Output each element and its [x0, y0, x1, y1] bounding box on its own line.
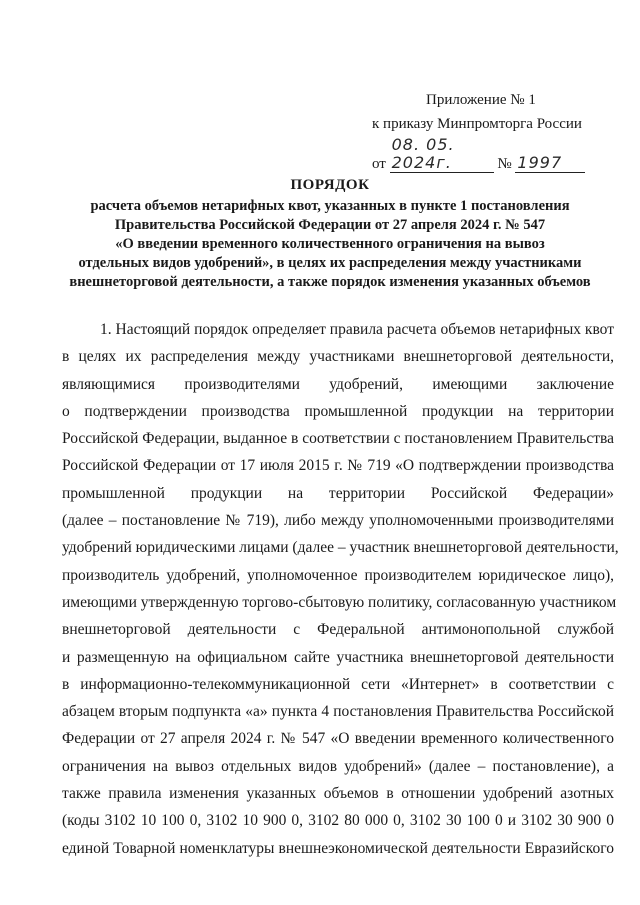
body-line: и размещенную на официальном сайте участника внешнеторговой деятельности	[62, 648, 614, 666]
title-line: Правительства Российской Федерации от 27 апреля 2024 г. № 547	[114, 217, 546, 233]
body-line: (далее – постановление № 719), либо между уполномоченными производителями	[62, 512, 614, 530]
title-line: «О введении временного количественного ограничения на вывоз	[115, 236, 545, 252]
date-prefix: от	[372, 156, 386, 172]
number-prefix: №	[497, 156, 512, 172]
body-paragraph	[62, 316, 619, 862]
appendix-header	[372, 88, 612, 172]
title-line: расчета объемов нетарифных квот, указанных в пункте 1 постановления	[90, 198, 570, 214]
body-line: также правила изменения указанных объемов в отношении удобрений азотных	[62, 785, 614, 803]
body-line: (коды 3102 10 100 0, 3102 10 900 0, 3102 80 000 0, 3102 30 100 0 и 3102 30 900 0	[62, 812, 614, 830]
handwritten-date: 08. 05. 2024г.	[390, 136, 494, 173]
body-line: абзацем вторым подпункта «а» пункта 4 постановления Правительства Российской	[62, 703, 614, 721]
handwritten-number: 1997	[515, 154, 585, 173]
body-line: внешнеторговой деятельности с Федеральной антимонопольной службой	[62, 621, 614, 639]
body-line: являющимися производителями удобрений, имеющими заключение	[62, 375, 614, 393]
body-line: в целях их распределения между участниками внешнеторговой деятельности,	[62, 348, 614, 366]
body-line: Российской Федерации от 17 июля 2015 г. № 719 «О подтверждении производства	[62, 457, 614, 475]
body-line: единой Товарной номенклатуры внешнеэкономической деятельности Евразийского	[62, 839, 614, 857]
body-line: о подтверждении производства промышленной продукции на территории	[62, 402, 614, 420]
body-line: производитель удобрений, уполномоченное производителем юридическое лицо),	[62, 566, 614, 584]
body-line: ограничения на вывоз отдельных видов удобрений» (далее – постановление), а	[62, 757, 614, 775]
body-line: 1. Настоящий порядок определяет правила расчета объемов нетарифных квот	[100, 321, 614, 338]
appendix-number: Приложение № 1	[426, 92, 536, 108]
appendix-order-reference: к приказу Минпромторга России	[372, 116, 582, 132]
body-line: промышленной продукции на территории Российской Федерации»	[62, 484, 614, 502]
title-line: отдельных видов удобрений», в целях их распределения между участниками	[78, 255, 582, 271]
body-line: Российской Федерации, выданное в соответствии с постановлением Правительства	[62, 430, 615, 448]
body-line: удобрений юридическими лицами (далее – участник внешнеторговой деятельности,	[62, 539, 619, 557]
body-line: имеющими утвержденную торгово-сбытовую политику, согласованную участником	[62, 593, 617, 611]
document-title	[40, 176, 620, 292]
appendix-date-line	[372, 135, 612, 172]
body-line: Федерации от 27 апреля 2024 г. № 547 «О введении временного количественного	[62, 730, 614, 748]
title-heading: ПОРЯДОК	[290, 177, 370, 193]
body-line: в информационно-телекоммуникационной сети «Интернет» в соответствии с	[62, 675, 614, 693]
title-line: внешнеторговой деятельности, а также порядок изменения указанных объемов	[69, 274, 591, 290]
